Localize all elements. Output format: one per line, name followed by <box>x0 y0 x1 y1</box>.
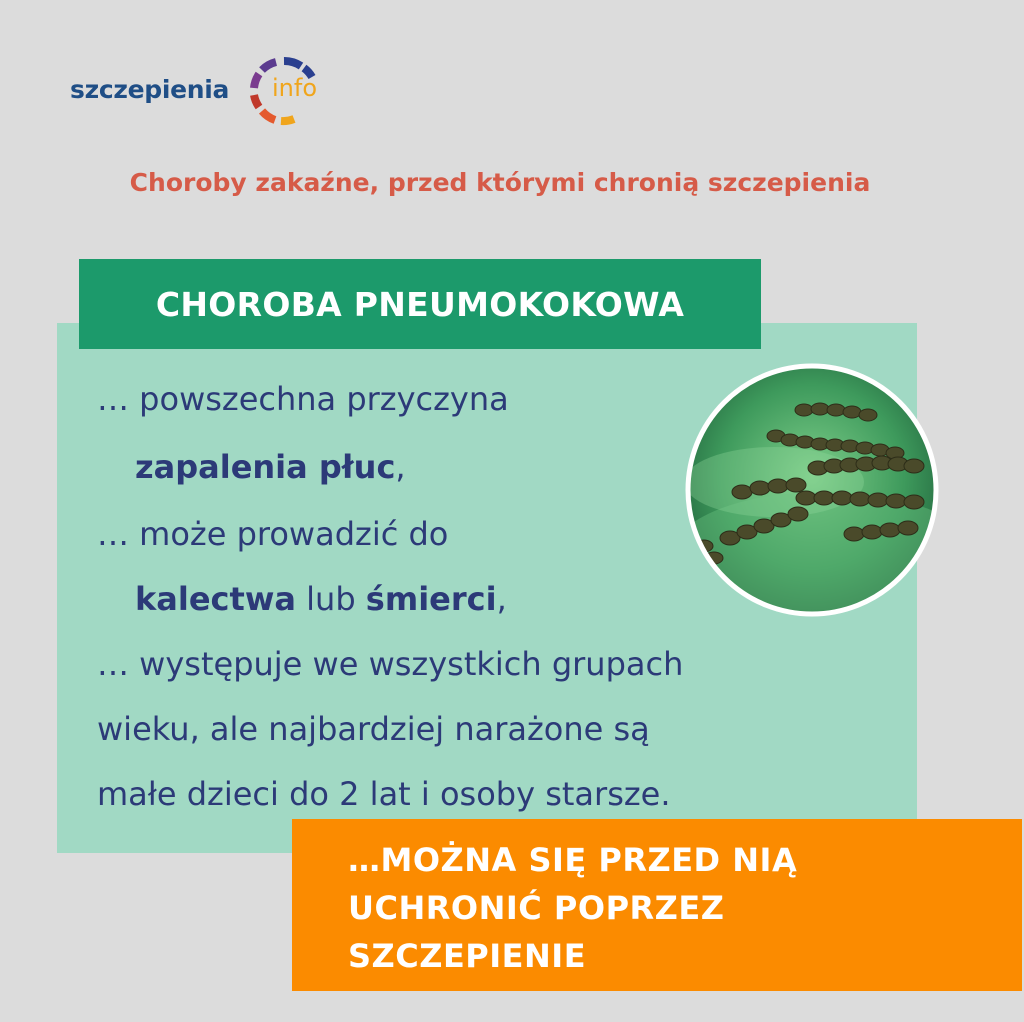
keyword-disability: kalectwa <box>135 580 296 618</box>
description-line-6: wieku, ale najbardziej narażone są <box>97 710 650 748</box>
description-line-3: … może prowadzić do <box>97 515 449 553</box>
vaccination-callout <box>292 819 1022 991</box>
callout-line-2: UCHRONIĆ POPRZEZ <box>348 889 725 927</box>
description-line-5: … występuje we wszystkich grupach <box>97 645 684 683</box>
punctuation: , <box>496 580 507 618</box>
description-line-1: … powszechna przyczyna <box>97 380 509 418</box>
keyword-pneumonia: zapalenia płuc <box>135 448 396 486</box>
keyword-death: śmierci <box>365 580 497 618</box>
description-line-2 <box>135 448 406 486</box>
description-line-7: małe dzieci do 2 lat i osoby starsze. <box>97 775 671 813</box>
connector-text: lub <box>295 580 366 618</box>
logo-suffix: info <box>272 74 318 102</box>
callout-line-1: …MOŻNA SIĘ PRZED NIĄ <box>348 841 798 879</box>
disease-title <box>79 259 761 349</box>
disease-title-text: CHOROBA PNEUMOKOKOWA <box>155 284 685 324</box>
callout-line-3: SZCZEPIENIE <box>348 937 587 975</box>
page-subtitle: Choroby zakaźne, przed którymi chronią szczepienia <box>129 168 871 197</box>
bacteria-illustration <box>684 362 940 618</box>
logo-text: szczepienia <box>70 75 230 104</box>
punctuation: , <box>395 448 406 486</box>
description-line-4 <box>135 580 507 618</box>
